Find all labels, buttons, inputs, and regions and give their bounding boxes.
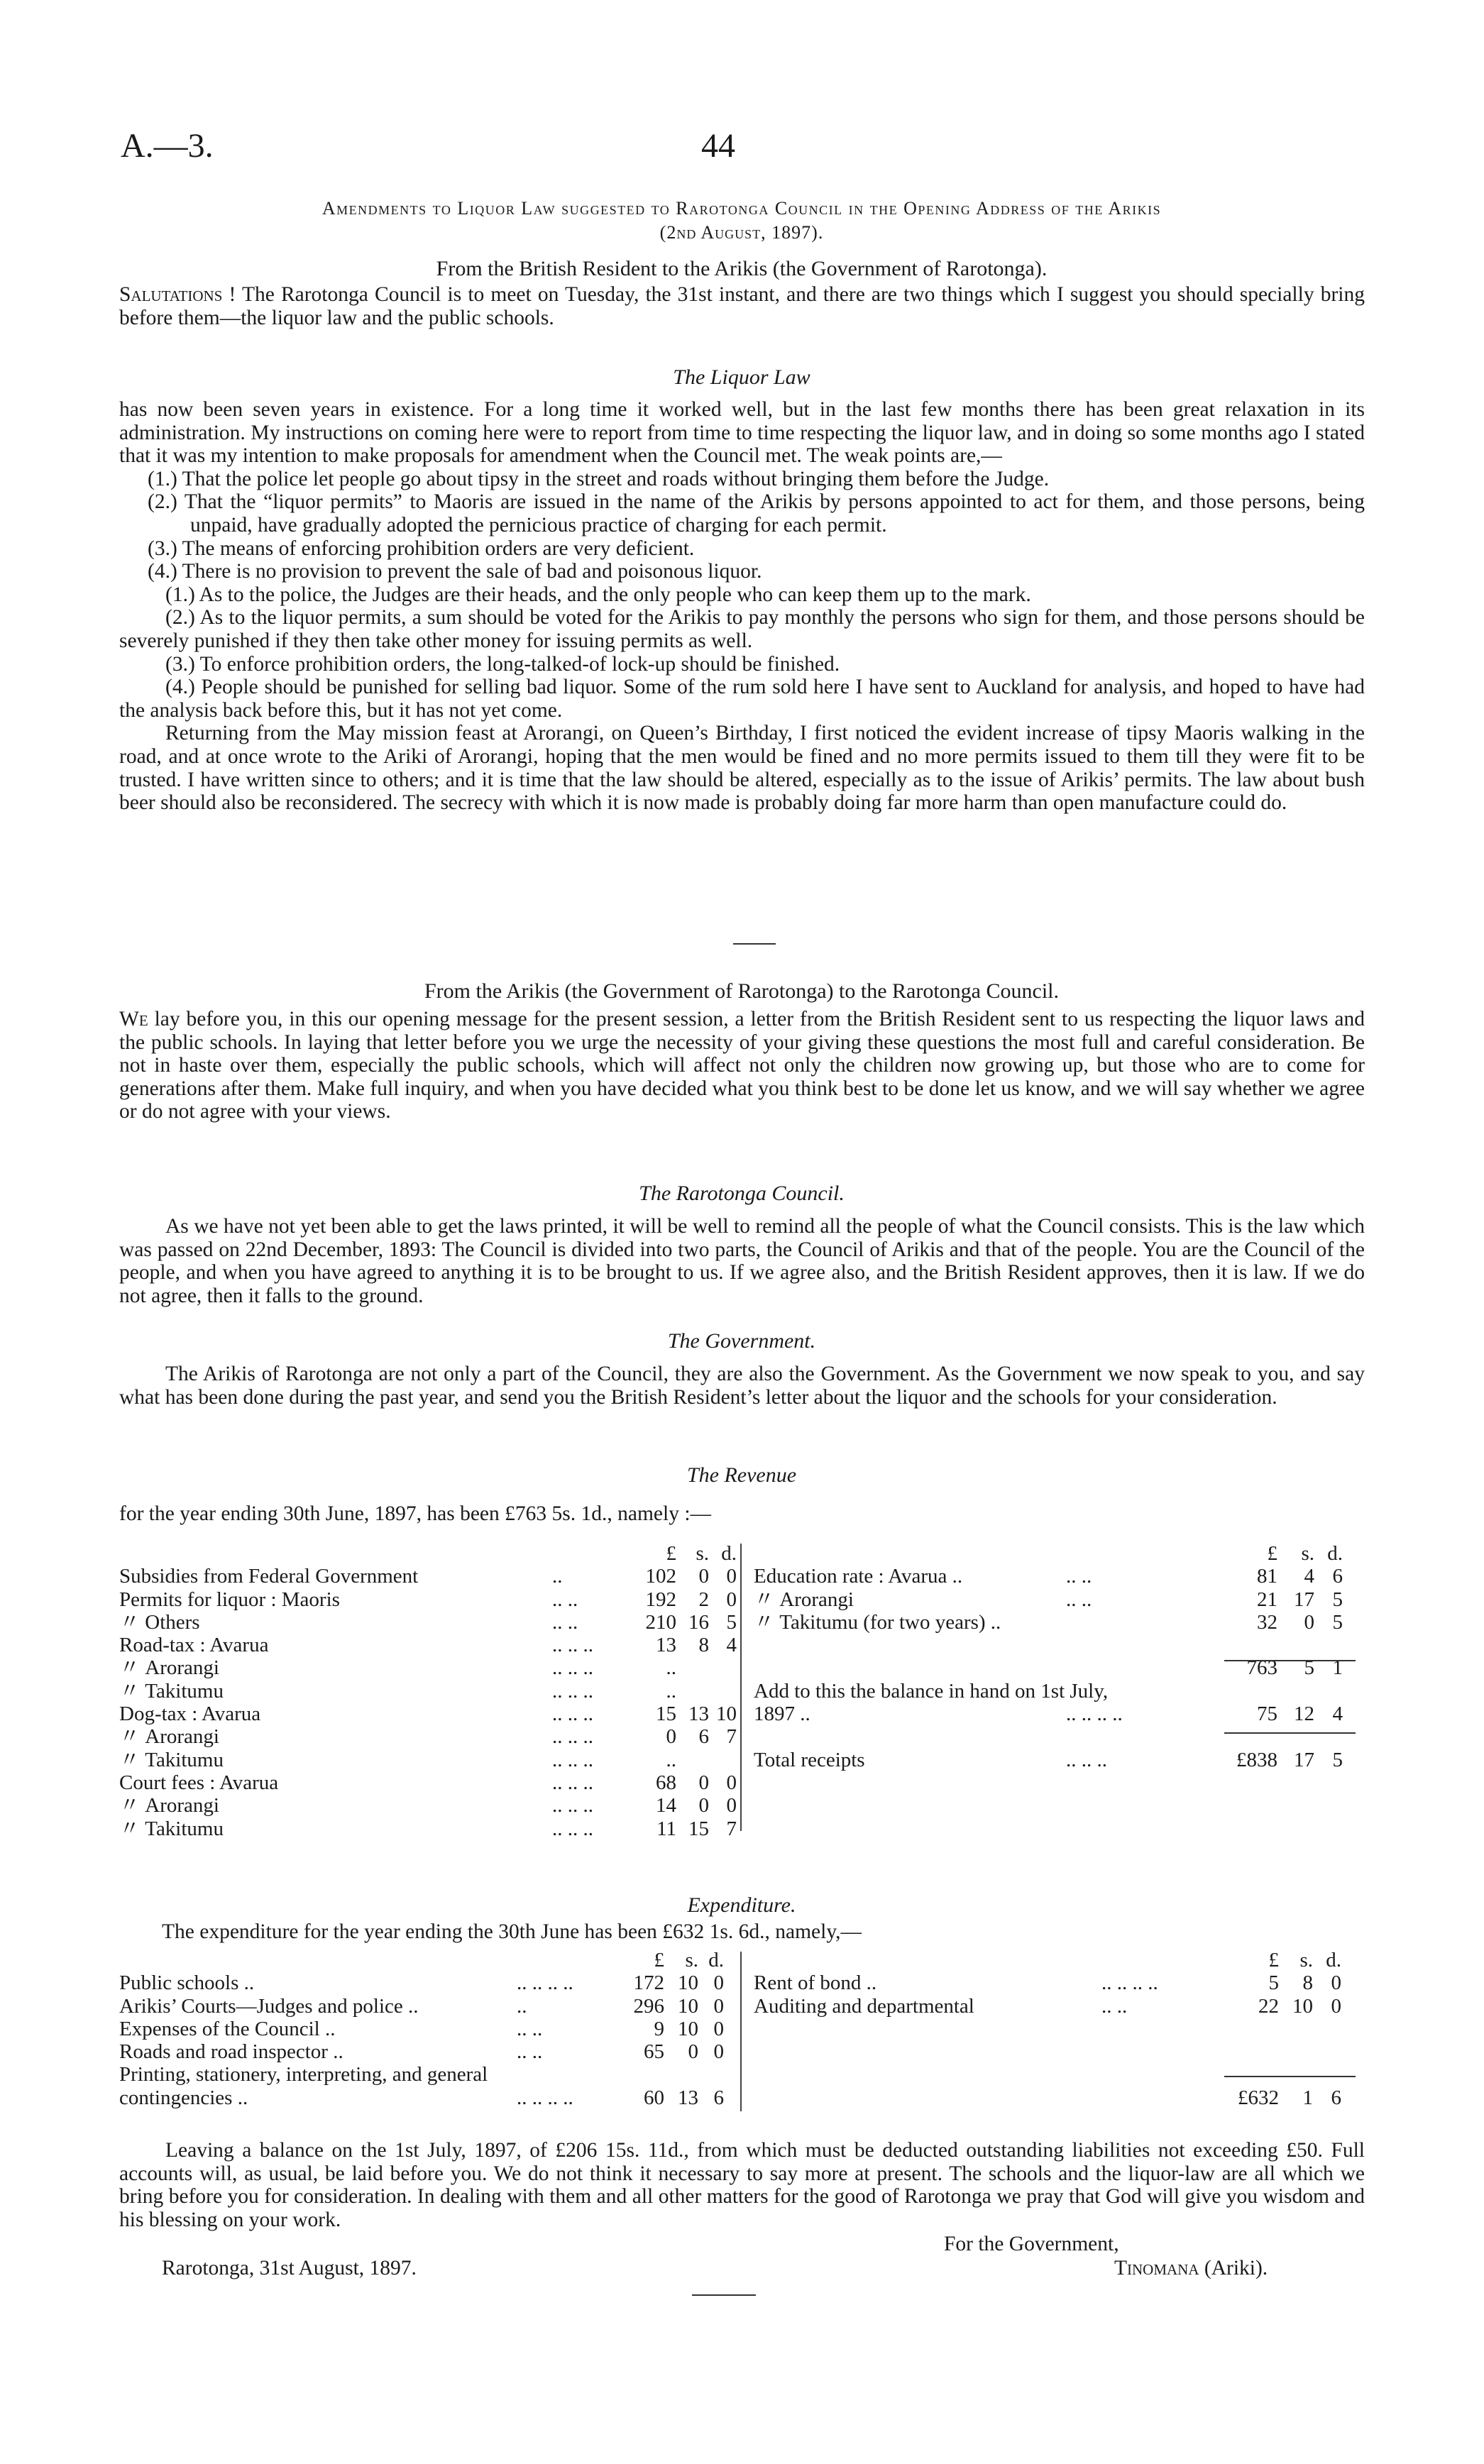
salutation-paragraph (119, 283, 1365, 329)
table-row (754, 1971, 1364, 1994)
leader-dots: .. .. .. (552, 1748, 593, 1771)
pence-value: 4 (726, 1634, 737, 1657)
pounds-heading: £ (1268, 1949, 1279, 1971)
pounds-value: £632 (1238, 2086, 1279, 2109)
table-row (119, 1771, 737, 1794)
pounds-value: 192 (645, 1588, 676, 1611)
shillings-value: 0 (1304, 1610, 1314, 1634)
shillings-heading: s. (1299, 1949, 1313, 1971)
shillings-value: 5 (1304, 1656, 1314, 1680)
pounds-value: 75 (1257, 1703, 1277, 1726)
table-row (119, 1611, 737, 1634)
table-row (119, 1725, 737, 1748)
table-row (119, 1634, 737, 1656)
end-divider (692, 2294, 756, 2296)
arikis-message-text: lay before you, in this our opening message for the present session, a letter from the British Resident sent to us respecting the liquor laws and the public schools. In laying that letter before you we urge the necessity of your giving these questions the most full and careful consideration. Be not in haste over them, especially the public schools, which will affect not only the children now growing up, but those who are to come for generations after them. Make full inquiry, and when you have decided what you think best to be done let us know, and we will say whether we agree or do not agree with your views. (119, 1008, 1365, 1123)
liquor-law-heading: The Liquor Law (673, 365, 810, 389)
pence-value: 0 (1331, 1994, 1341, 2018)
pounds-heading: £ (1267, 1542, 1277, 1565)
pounds-value: 21 (1257, 1588, 1277, 1611)
pounds-value: 32 (1257, 1610, 1277, 1634)
table-row (754, 1634, 1364, 1656)
column-heading-row (754, 1542, 1364, 1565)
pence-value: 1 (1332, 1656, 1343, 1680)
table-row (119, 2040, 737, 2063)
row-label: 〃 Takitumu (for two years) .. (754, 1610, 1001, 1634)
government-heading: The Government. (667, 1329, 816, 1353)
pounds-value: 13 (656, 1634, 676, 1657)
total-rule (1224, 1732, 1356, 1734)
pence-value: 6 (1331, 2086, 1341, 2109)
pounds-value: 68 (656, 1771, 676, 1794)
returning-paragraph: Returning from the May mission feast at Arorangi, on Queen’s Birthday, I first noticed the evident increase of tipsy Maoris walking in the road, and at once wrote to the Ariki of Arorangi, hoping that the men would be fined and no more permits issued to them till they were fit to be trusted. I have written since to others; and it is time that the law should be altered, especially as to the issue of Arikis’ permits. The law about bush beer should also be reconsidered. The secrecy with which it is now made is probably doing far more harm than open manufacture could do. (119, 722, 1365, 815)
leader-dots: .. .. .. (552, 1679, 593, 1703)
shillings-heading: s. (696, 1542, 709, 1565)
pence-heading: d. (1327, 1542, 1343, 1565)
pence-value: 10 (716, 1703, 737, 1726)
row-label: 〃 Others (119, 1610, 200, 1634)
row-label: Add to this the balance in hand on 1st July, (754, 1679, 1109, 1703)
pounds-value: 15 (656, 1703, 676, 1726)
shillings-value: 1 (1302, 2086, 1313, 2109)
document-title-date: (2nd August, 1897). (659, 222, 824, 243)
salutation-word: Salutations ! (119, 283, 236, 306)
shillings-value: 4 (1304, 1565, 1314, 1588)
pence-heading: d. (721, 1542, 737, 1565)
pence-value: 0 (726, 1794, 737, 1817)
leader-dots: .. (517, 1994, 527, 2018)
leader-dots: .. .. (517, 2017, 543, 2040)
we-word: We (119, 1008, 148, 1030)
leader-dots: .. .. (552, 1610, 578, 1634)
leader-dots: .. .. (1066, 1588, 1092, 1611)
weak-point-item: (2.) That the “liquor permits” to Maoris are issued in the name of the Arikis by persons appointed to act for them, and those persons, being unpaid, have gradually adopted the pernicious practice of charging for each permit. (148, 490, 1365, 537)
pence-value: 0 (713, 1971, 724, 1995)
shillings-value: 13 (688, 1703, 709, 1726)
total-rule (1224, 2076, 1356, 2077)
table-row (119, 1680, 737, 1703)
weak-point-item: (1.) That the police let people go about tipsy in the street and roads without bringing them before the Judge. (148, 467, 1050, 490)
liquor-law-intro: has now been seven years in existence. For a long time it worked well, but in the last few months there has been great relaxation in its administration. My instructions on coming here were to report from time to time respecting the liquor law, and in doing so some months ago I stated that it was my intention to make proposals for amendment when the Council met. The weak points are,— (119, 398, 1365, 468)
table-row (119, 1817, 737, 1840)
pence-value: 0 (726, 1588, 737, 1611)
pounds-heading: £ (666, 1542, 676, 1565)
pounds-value: .. (666, 1656, 676, 1680)
row-label: 〃 Takitumu (119, 1748, 224, 1771)
pence-value: 0 (726, 1565, 737, 1588)
table-row (119, 1565, 737, 1588)
leader-dots: .. .. (1101, 1994, 1128, 2018)
pounds-value: 22 (1258, 1994, 1279, 2018)
leader-dots: .. .. .. .. (517, 1971, 573, 1995)
row-label: 〃 Takitumu (119, 1817, 224, 1840)
table-row (119, 1656, 737, 1679)
table-column-rule (740, 1544, 742, 1831)
column-heading-row (119, 1949, 737, 1971)
signer-name: Tinomana (1114, 2257, 1199, 2279)
council-heading: The Rarotonga Council. (639, 1182, 845, 1205)
letter2-from-line: From the Arikis (the Government of Rarotonga) to the Rarotonga Council. (424, 979, 1059, 1003)
table-row (754, 1680, 1364, 1703)
pence-value: 5 (1332, 1588, 1343, 1611)
leader-dots: .. .. (1066, 1565, 1092, 1588)
table-row (119, 2018, 737, 2040)
pounds-value: 60 (644, 2086, 664, 2109)
revenue-heading: The Revenue (686, 1463, 797, 1487)
shillings-value: 2 (698, 1588, 709, 1611)
expenditure-table-right (754, 1949, 1364, 2109)
letter1-from-line: From the British Resident to the Arikis (the Government of Rarotonga). (436, 257, 1048, 280)
weak-point-item: (4.) There is no provision to prevent the sale of bad and poisonous liquor. (148, 560, 762, 583)
shillings-value: 13 (678, 2086, 698, 2109)
table-row (754, 2040, 1364, 2063)
table-row (119, 2086, 737, 2109)
government-paragraph: The Arikis of Rarotonga are not only a part of the Council, they are also the Government. As the Government we now speak to you, and say what has been done during the past year, and send you the British Resident’s letter about the liquor and the schools for your consideration. (119, 1363, 1365, 1409)
row-label: Subsidies from Federal Government (119, 1565, 419, 1588)
shillings-value: 0 (698, 1565, 709, 1588)
pounds-value: 102 (645, 1565, 676, 1588)
row-label: Auditing and departmental (754, 1994, 974, 2018)
shillings-value: 10 (678, 2017, 698, 2040)
pounds-value: .. (666, 1679, 676, 1703)
pounds-value: 5 (1268, 1971, 1279, 1995)
shillings-value: 16 (688, 1610, 709, 1634)
table-column-rule (740, 1952, 742, 2111)
row-label: Printing, stationery, interpreting, and general (119, 2063, 488, 2086)
table-row (119, 1971, 737, 1994)
page-number: 44 (701, 127, 735, 165)
table-row (119, 2063, 737, 2086)
liquor-law-section (119, 398, 1365, 815)
pence-value: 5 (1332, 1748, 1343, 1771)
leader-dots: .. .. .. (552, 1771, 593, 1794)
shillings-value: 8 (1302, 1971, 1313, 1995)
salutation-text: The Rarotonga Council is to meet on Tuesday, the 31st instant, and there are two things which I suggest you should specially bring before them—the liquor law and the public schools. (119, 283, 1365, 329)
table-row (119, 1995, 737, 2018)
pence-value: 6 (1332, 1565, 1343, 1588)
table-row (119, 1703, 737, 1725)
remedy-item: (1.) As to the police, the Judges are their heads, and the only people who can keep them up to the mark. (165, 583, 1031, 606)
row-label: 〃 Arorangi (119, 1794, 219, 1817)
shillings-value: 12 (1294, 1703, 1314, 1726)
table-row (754, 1588, 1364, 1611)
row-label: Court fees : Avarua (119, 1771, 279, 1794)
leader-dots: .. .. .. (552, 1703, 593, 1726)
shillings-value: 6 (698, 1725, 709, 1749)
shillings-value: 10 (678, 1971, 698, 1995)
remedy-item: (3.) To enforce prohibition orders, the long-talked-of lock-up should be finished. (165, 652, 840, 676)
leader-dots: .. .. (552, 1588, 578, 1611)
pounds-value: 0 (666, 1725, 676, 1749)
council-paragraph: As we have not yet been able to get the laws printed, it will be well to remind all the people of what the Council consists. This is the law which was passed on 22nd December, 1893: The Council is divided into two parts, the Council of Arikis and that of the people. You are the Council of the people, and when you have agreed to anything it is to be brought to us. If we agree also, and the British Resident approves, then it is law. If we do not agree, then it falls to the ground. (119, 1215, 1365, 1307)
pounds-value: 296 (633, 1994, 664, 2018)
row-label: Total receipts (754, 1748, 865, 1771)
remedy-item: (4.) People should be punished for selling bad liquor. Some of the rum sold here I have sent to Auckland for analysis, and hoped to have had the analysis back before this, but it has not yet come. (119, 676, 1365, 722)
row-label: 〃 Arorangi (119, 1656, 219, 1680)
shillings-value: 15 (688, 1817, 709, 1840)
pounds-value: 81 (1257, 1565, 1277, 1588)
leader-dots: .. .. .. (1066, 1748, 1107, 1771)
column-heading-row (119, 1542, 737, 1565)
document-title: Amendments to Liquor Law suggested to Rarotonga Council in the Opening Address of the Arikis (321, 198, 1162, 219)
row-label: Arikis’ Courts—Judges and police .. (119, 1994, 419, 2018)
weak-point-item: (3.) The means of enforcing prohibition orders are very deficient. (148, 537, 695, 560)
subtotal-rule (1224, 1660, 1356, 1661)
shillings-value: 10 (1292, 1994, 1313, 2018)
leader-dots: .. .. .. (552, 1634, 593, 1657)
pounds-value: 11 (656, 1817, 676, 1840)
column-heading-row (754, 1949, 1364, 1971)
pence-value: 0 (726, 1771, 737, 1794)
pounds-value: 14 (656, 1794, 676, 1817)
signature-line (1114, 2257, 1268, 2280)
table-row (754, 2018, 1364, 2040)
shillings-value: 0 (698, 1794, 709, 1817)
leader-dots: .. .. .. .. (517, 2086, 573, 2109)
row-label: 〃 Arorangi (119, 1725, 219, 1749)
shillings-heading: s. (685, 1949, 698, 1971)
table-row (754, 1611, 1364, 1634)
pence-value: 4 (1332, 1703, 1343, 1726)
row-label: 1897 .. (754, 1703, 810, 1726)
pence-heading: d. (1326, 1949, 1341, 1971)
row-label: Public schools .. (119, 1971, 255, 1995)
pence-value: 0 (713, 2017, 724, 2040)
pounds-value: 172 (633, 1971, 664, 1995)
leader-dots: .. .. .. .. (1101, 1971, 1158, 1995)
pence-value: 0 (713, 1994, 724, 2018)
table-row (754, 2063, 1364, 2086)
table-row (754, 1725, 1364, 1748)
shillings-value: 0 (688, 2040, 698, 2064)
pence-heading: d. (708, 1949, 724, 1971)
pounds-value: 210 (645, 1610, 676, 1634)
table-row (754, 1749, 1364, 1771)
table-row (119, 1749, 737, 1771)
pence-value: 0 (713, 2040, 724, 2064)
leader-dots: .. .. (517, 2040, 543, 2064)
for-the-government: For the Government, (944, 2233, 1119, 2255)
leader-dots: .. .. .. .. (1066, 1703, 1123, 1726)
expenditure-intro: The expenditure for the year ending the 30th June has been £632 1s. 6d., namely,— (162, 1920, 862, 1943)
table-row (754, 1703, 1364, 1725)
section-divider (733, 943, 776, 945)
row-label: Dog-tax : Avarua (119, 1703, 261, 1726)
table-row (119, 1794, 737, 1817)
date-line: Rarotonga, 31st August, 1897. (162, 2257, 417, 2279)
pounds-value: £838 (1236, 1748, 1277, 1771)
remedy-item: (2.) As to the liquor permits, a sum should be voted for the Arikis to pay monthly the persons who sign for them, and those persons should be severely punished if they then take other money for issuing permits as well. (119, 606, 1365, 652)
pence-value: 5 (726, 1610, 737, 1634)
row-label: Road-tax : Avarua (119, 1634, 269, 1657)
revenue-table-right (754, 1542, 1364, 1771)
pounds-value: 763 (1246, 1656, 1277, 1680)
signer-title: (Ariki). (1199, 2257, 1268, 2279)
leader-dots: .. .. .. (552, 1794, 593, 1817)
arikis-message-paragraph (119, 1008, 1365, 1123)
table-row (754, 1565, 1364, 1588)
expenditure-heading: Expenditure. (687, 1893, 796, 1917)
document-reference: A.—3. (121, 127, 214, 165)
pence-value: 6 (713, 2086, 724, 2109)
pounds-heading: £ (654, 1949, 664, 1971)
shillings-value: 8 (698, 1634, 709, 1657)
pence-value: 7 (726, 1817, 737, 1840)
row-label: contingencies .. (119, 2086, 248, 2109)
table-row (119, 1588, 737, 1611)
leader-dots: .. .. .. (552, 1656, 593, 1680)
row-label: Expenses of the Council .. (119, 2017, 336, 2040)
row-label: Permits for liquor : Maoris (119, 1588, 340, 1611)
table-row (754, 2086, 1364, 2109)
shillings-value: 10 (678, 1994, 698, 2018)
leader-dots: .. .. .. (552, 1817, 593, 1840)
pence-value: 7 (726, 1725, 737, 1749)
pounds-value: .. (666, 1748, 676, 1771)
shillings-heading: s. (1301, 1542, 1314, 1565)
row-label: Rent of bond .. (754, 1971, 877, 1995)
shillings-value: 0 (698, 1771, 709, 1794)
table-row (754, 1995, 1364, 2018)
revenue-intro: for the year ending 30th June, 1897, has been £763 5s. 1d., namely :— (119, 1502, 712, 1525)
row-label: Roads and road inspector .. (119, 2040, 343, 2064)
pounds-value: 65 (644, 2040, 664, 2064)
closing-paragraph: Leaving a balance on the 1st July, 1897, of £206 15s. 11d., from which must be deducted outstanding liabilities not exceeding £50. Full accounts will, as usual, be laid before you. We do not think it necessary to say more at present. The schools and the liquor-law are all which we bring before you for consideration. In dealing with them and all other matters for the good of Rarotonga we pray that God will give you wisdom and his blessing on your work. (119, 2139, 1365, 2231)
revenue-table-left (119, 1542, 737, 1840)
row-label: Education rate : Avarua .. (754, 1565, 963, 1588)
shillings-value: 17 (1294, 1588, 1314, 1611)
row-label: 〃 Takitumu (119, 1679, 224, 1703)
pence-value: 5 (1332, 1610, 1343, 1634)
pence-value: 0 (1331, 1971, 1341, 1995)
shillings-value: 17 (1294, 1748, 1314, 1771)
expenditure-table-left (119, 1949, 737, 2109)
leader-dots: .. (552, 1565, 563, 1588)
row-label: 〃 Arorangi (754, 1588, 854, 1611)
pounds-value: 9 (654, 2017, 664, 2040)
leader-dots: .. .. .. (552, 1725, 593, 1749)
